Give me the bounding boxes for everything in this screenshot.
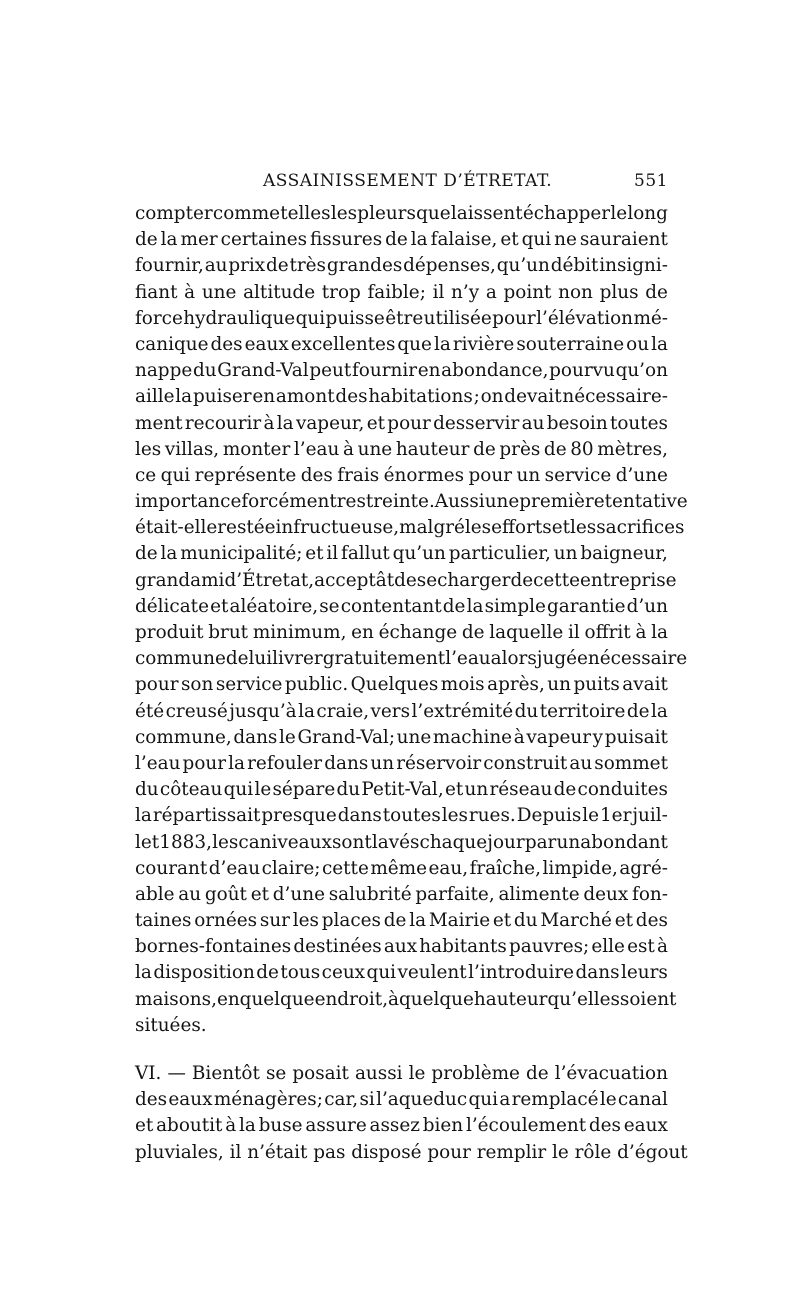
text-line: pluviales, il n’était pas disposé pour remplir le rôle d’égout: [135, 1141, 688, 1163]
text-line: était-elle restée infructueuse, malgré les efforts et les sacrifices: [135, 517, 685, 539]
text-line: délicate et aléatoire, se contentant de la simple garantie d’un: [135, 595, 668, 617]
text-line: du côteau qui le sépare du Petit-Val, et un réseau de conduites: [135, 779, 668, 801]
text-line: grand ami d’Étretat, acceptât de se charger de cette entreprise: [135, 569, 677, 591]
text-line: bornes-fontaines destinées aux habitants pauvres; elle est à: [135, 936, 668, 958]
text-line: produit brut minimum, en échange de laquelle il offrit à la: [135, 622, 668, 643]
text-line: commune de lui livrer gratuitement l’eau alors jugée nécessaire: [135, 648, 688, 670]
text-line: aille la puiser en amont des habitations ; on devait nécessaire-: [135, 386, 668, 408]
text-line: let 1883, les caniveaux sont lavés chaque jour par un abondant: [135, 831, 668, 853]
text-line: ce qui représente des frais énormes pour un service d’une: [135, 464, 668, 486]
text-line: importance forcément restreinte. Aussi une première tentative: [135, 491, 688, 513]
page-number: 551: [634, 171, 668, 191]
text-line: pour son service public. Quelques mois après, un puits avait: [135, 674, 668, 696]
text-line: courant d’eau claire; cette même eau, fraîche, limpide, agré-: [135, 857, 668, 879]
text-line: taines ornées sur les places de la Mairie et du Marché et des: [135, 910, 668, 932]
text-line: été creusé jusqu’à la craie, vers l’extrémité du territoire de la: [135, 700, 668, 722]
body-text: [135, 201, 688, 1166]
text-line: ment recourir à la vapeur, et pour desservir au besoin toutes: [135, 412, 668, 434]
text-line: compter comme telles les pleurs que laissent échapper le long: [135, 203, 668, 224]
text-line: commune, dans le Grand-Val; une machine à vapeur y puisait: [135, 726, 668, 748]
text-line: l’eau pour la refouler dans un réservoir construit au sommet: [135, 752, 668, 774]
text-line: able au goût et d’une salubrité parfaite, alimente deux fon-: [135, 883, 668, 905]
text-line: fournir, au prix de très grandes dépenses, qu’un débit insigni-: [135, 255, 668, 277]
text-line: situées.: [135, 1014, 207, 1036]
section-gap: [135, 1039, 668, 1061]
text-line: canique des eaux excellentes que la rivière souterraine ou la: [135, 333, 668, 355]
text-line: et aboutit à la buse assure assez bien l’écoulement des eaux: [135, 1115, 668, 1137]
text-line: maisons, en quelque endroit, à quelque hauteur qu’elles soient: [135, 988, 677, 1010]
text-line: la répartissait presque dans toutes les rues. Depuis le 1er juil-: [135, 805, 668, 827]
text-line: nappe du Grand-Val peut fournir en abondance, pourvu qu’on: [135, 360, 668, 382]
text-line: de la mer certaines fissures de la falaise, et qui ne sauraient: [135, 229, 668, 251]
text-line: la disposition de tous ceux qui veulent l’introduire dans leurs: [135, 962, 668, 984]
running-head: [135, 165, 668, 195]
paragraph: [135, 201, 688, 1039]
text-line: des eaux ménagères; car, si l’aqueduc qui a remplacé le canal: [135, 1089, 668, 1111]
text-line: fiant à une altitude trop faible; il n’y a point non plus de: [135, 281, 668, 303]
paragraph: [135, 1061, 688, 1166]
text-line: force hydraulique qui puisse être utilisée pour l’élévation mé-: [135, 307, 668, 329]
text-line: VI. — Bientôt se posait aussi le problème de l’évacuation: [135, 1063, 668, 1084]
running-title: ASSAINISSEMENT D’ÉTRETAT.: [263, 171, 553, 191]
text-line: de la municipalité; et il fallut qu’un particulier, un baigneur,: [135, 543, 668, 565]
text-line: les villas, monter l’eau à une hauteur de près de 80 mètres,: [135, 438, 668, 460]
